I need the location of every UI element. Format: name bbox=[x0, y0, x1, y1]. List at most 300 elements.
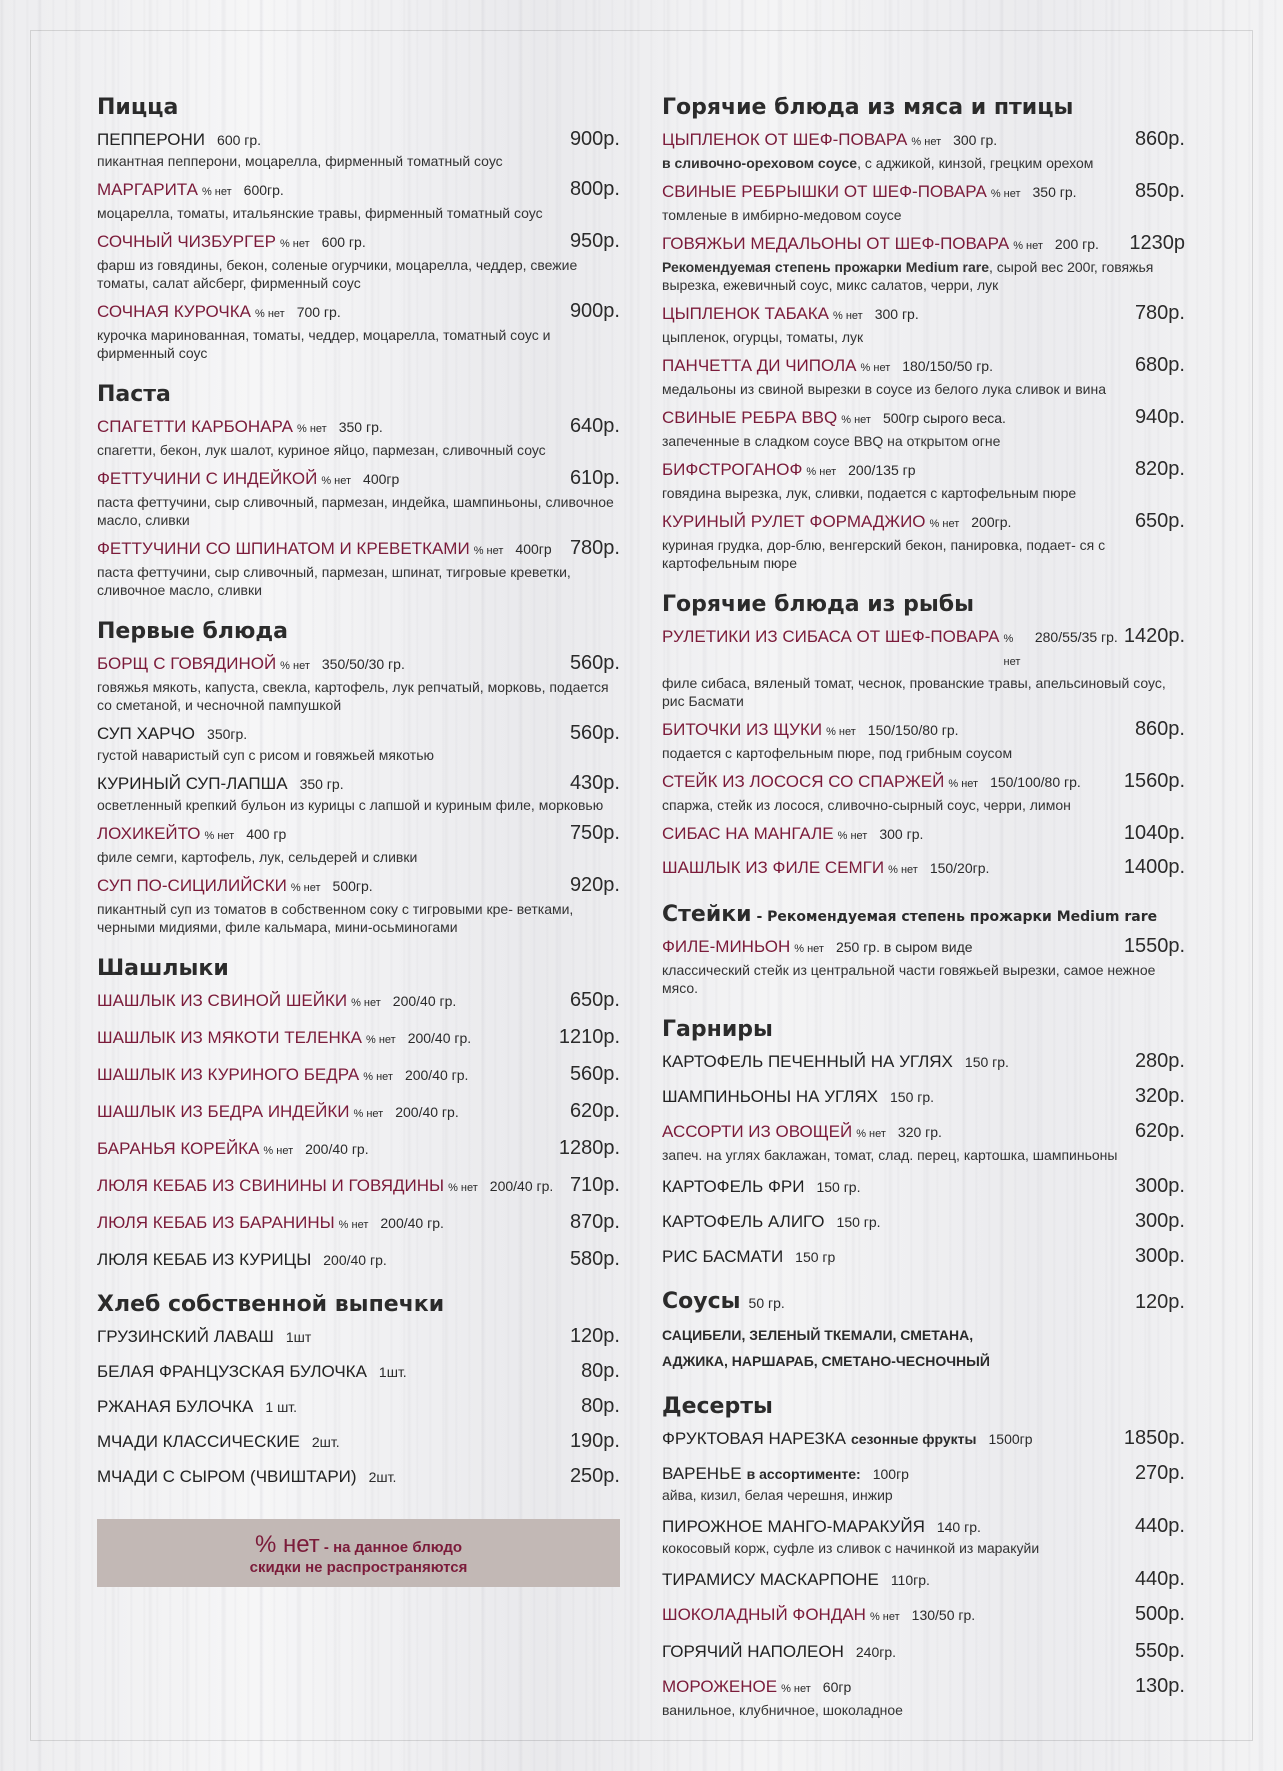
dish-weight: 2шт. bbox=[311, 1434, 340, 1450]
dish-weight: 300 гр. bbox=[874, 306, 919, 322]
dish-description bbox=[97, 746, 620, 764]
dish-name: ЦЫПЛЕНОК ТАБАКА bbox=[662, 304, 829, 323]
menu-item bbox=[662, 625, 1185, 710]
no-discount-badge: % нет bbox=[837, 830, 868, 842]
dish-name: АССОРТИ ИЗ ОВОЩЕЙ bbox=[662, 1122, 853, 1141]
sauce-list bbox=[662, 1322, 1185, 1374]
dish-name: СОЧНАЯ КУРОЧКА bbox=[97, 302, 251, 321]
section-title-text: Соусы bbox=[662, 1289, 741, 1314]
dish-name: МОРОЖЕНОЕ bbox=[662, 1677, 778, 1696]
menu-section bbox=[662, 1394, 1185, 1719]
dish-name: ШОКОЛАДНЫЙ ФОНДАН bbox=[662, 1605, 866, 1624]
menu-item-row bbox=[662, 822, 1185, 848]
dish-weight: 700 гр. bbox=[296, 304, 341, 320]
dish-weight: 200/40 гр. bbox=[404, 1067, 469, 1083]
section-title bbox=[97, 1292, 620, 1317]
menu-item-row bbox=[97, 652, 620, 678]
dish-weight: 320 гр. bbox=[897, 1124, 942, 1140]
dish-price: 1280р. bbox=[558, 1137, 620, 1159]
menu-item-row bbox=[662, 1427, 1185, 1451]
dish-name: СВИНЫЕ РЕБРА BBQ bbox=[662, 408, 838, 427]
section-title-text: Горячие блюда из мяса и птицы bbox=[662, 95, 1074, 120]
menu-section bbox=[662, 592, 1185, 882]
menu-item-row bbox=[662, 770, 1185, 796]
dish-weight: 200/40 гр. bbox=[392, 993, 457, 1009]
dish-weight: 150/150/80 гр. bbox=[867, 722, 959, 738]
dish-name: ШАШЛЫК ИЗ КУРИНОГО БЕДРА bbox=[97, 1065, 360, 1084]
dish-name: ГОВЯЖЬИ МЕДАЛЬОНЫ ОТ ШЕФ-ПОВАРА bbox=[662, 234, 1010, 253]
dish-name: БАРАНЬЯ КОРЕЙКА bbox=[97, 1139, 260, 1158]
dish-description-text: пикантная пепперони, моцарелла, фирменный томатный соус bbox=[97, 153, 503, 169]
menu-item-row bbox=[662, 718, 1185, 744]
dish-name: ШАШЛЫК ИЗ БЕДРА ИНДЕЙКИ bbox=[97, 1102, 350, 1121]
no-discount-badge: % нет bbox=[263, 1145, 294, 1157]
dish-weight: 150 гр. bbox=[890, 1089, 935, 1105]
section-price: 120р. bbox=[1134, 1291, 1185, 1313]
menu-item-row bbox=[662, 354, 1185, 380]
dish-description-text: томленые в имбирно-медовом соусе bbox=[662, 207, 902, 223]
menu-item-row bbox=[662, 1568, 1185, 1592]
menu-item bbox=[662, 718, 1185, 762]
menu-section bbox=[662, 95, 1185, 572]
dish-description bbox=[97, 326, 620, 362]
dish-price: 1420р. bbox=[1123, 625, 1185, 647]
menu-item bbox=[662, 302, 1185, 346]
menu-item-row bbox=[662, 232, 1185, 258]
menu-item-row bbox=[97, 1211, 620, 1237]
dish-description-text: фарш из говядины, бекон, соленые огурчики, моцарелла, чеддер, свежие томаты, салат айсберг, фирменный соус bbox=[97, 257, 578, 291]
no-discount-badge: % нет bbox=[351, 997, 381, 1009]
menu-item bbox=[97, 1325, 620, 1349]
note-badge: % нет bbox=[254, 1530, 320, 1558]
dish-description bbox=[97, 256, 620, 292]
menu-item bbox=[97, 1026, 620, 1052]
menu-item bbox=[662, 1603, 1185, 1629]
no-discount-badge: % нет bbox=[473, 545, 504, 557]
dish-subtitle: в ассортименте: bbox=[746, 1466, 861, 1482]
note-line-2: скидки не распространяются bbox=[249, 1558, 468, 1576]
dish-name: СОЧНЫЙ ЧИЗБУРГЕР bbox=[97, 232, 276, 251]
dish-description bbox=[97, 900, 620, 936]
dish-price: 610р. bbox=[569, 467, 620, 489]
dish-name: БИФСТРОГАНОФ bbox=[662, 460, 803, 479]
menu-item-row bbox=[97, 1395, 620, 1419]
menu-item-row bbox=[662, 1515, 1185, 1539]
menu-item bbox=[662, 770, 1185, 814]
section-title bbox=[97, 619, 620, 644]
dish-name: БИТОЧКИ ИЗ ЩУКИ bbox=[662, 720, 823, 739]
dish-description bbox=[662, 1146, 1185, 1164]
no-discount-badge: % нет bbox=[833, 310, 863, 322]
menu-item-row bbox=[662, 856, 1185, 882]
dish-weight: 300 гр. bbox=[953, 132, 998, 148]
dish-weight: 250 гр. в сыром виде bbox=[835, 939, 973, 955]
no-discount-badge: % нет bbox=[353, 1108, 384, 1120]
menu-section bbox=[662, 902, 1185, 997]
dish-name: КУРИНЫЙ СУП-ЛАПША bbox=[97, 774, 288, 793]
menu-item-row bbox=[662, 1462, 1185, 1486]
no-discount-badge: % нет bbox=[448, 1182, 478, 1194]
dish-price: 500р. bbox=[1134, 1603, 1185, 1625]
sauce-line: САЦИБЕЛИ, ЗЕЛЕНЫЙ ТКЕМАЛИ, СМЕТАНА, bbox=[662, 1327, 974, 1343]
dish-weight: 200/40 гр. bbox=[489, 1178, 554, 1194]
menu-item-row bbox=[662, 1675, 1185, 1701]
dish-description-text: филе сибаса, вяленый томат, чеснок, прованские травы, апельсиновый соус, рис Басмати bbox=[662, 675, 1166, 709]
menu-item-row bbox=[662, 406, 1185, 432]
no-discount-badge: % нет bbox=[806, 466, 837, 478]
right-column bbox=[662, 95, 1185, 1739]
menu-item bbox=[662, 1085, 1185, 1109]
no-discount-badge: % нет bbox=[321, 475, 352, 487]
no-discount-badge: % нет bbox=[204, 830, 235, 842]
dish-price: 920р. bbox=[569, 874, 620, 896]
sauce-line: АДЖИКА, НАРШАРАБ, СМЕТАНО-ЧЕСНОЧНЫЙ bbox=[662, 1353, 990, 1369]
dish-price: 650р. bbox=[1134, 510, 1185, 532]
dish-weight: 200/40 гр. bbox=[395, 1104, 459, 1120]
dish-price: 190р. bbox=[569, 1430, 620, 1452]
dish-description bbox=[662, 1539, 1185, 1557]
menu-item-row bbox=[97, 1325, 620, 1349]
dish-price: 130р. bbox=[1134, 1675, 1185, 1697]
no-discount-badge: % нет bbox=[794, 943, 824, 955]
dish-name: ГОРЯЧИЙ НАПОЛЕОН bbox=[662, 1642, 844, 1661]
section-title bbox=[662, 592, 1185, 617]
no-discount-badge: % нет bbox=[929, 518, 960, 530]
section-weight: 50 гр. bbox=[748, 1295, 785, 1311]
dish-description-text: кокосовый корж, суфле из сливок с начинкой из маракуйи bbox=[662, 1540, 1040, 1556]
no-discount-badge: % нет bbox=[860, 362, 891, 374]
section-title-text: Горячие блюда из рыбы bbox=[662, 592, 974, 617]
menu-item bbox=[662, 1462, 1185, 1504]
dish-description-text: паста феттучини, сыр сливочный, пармезан, индейка, шампиньоны, сливочное масло, сливки bbox=[97, 494, 614, 528]
dish-description-text: , сырой вес 200г, говяжья вырезка, ежевичный соус, микс салатов, черри, лук bbox=[662, 259, 1154, 293]
dish-name: МАРГАРИТА bbox=[97, 180, 198, 199]
menu-item-row bbox=[662, 1085, 1185, 1109]
dish-weight: 200 гр. bbox=[1054, 236, 1099, 252]
dish-name: ТИРАМИСУ МАСКАРПОНЕ bbox=[662, 1570, 879, 1589]
dish-description bbox=[662, 1486, 1185, 1504]
menu-item-row bbox=[97, 178, 620, 204]
menu-item bbox=[97, 1174, 620, 1200]
no-discount-badge: % нет bbox=[911, 136, 942, 148]
menu-item-row bbox=[97, 300, 620, 326]
dish-description-text: подается с картофельным пюре, под грибным соусом bbox=[662, 745, 1013, 761]
dish-description-text: спагетти, бекон, лук шалот, куриное яйцо, пармезан, сливочный соус bbox=[97, 442, 546, 458]
dish-weight: 200/135 гр bbox=[848, 462, 916, 478]
dish-price: 800р. bbox=[569, 178, 620, 200]
menu-item bbox=[662, 1210, 1185, 1234]
menu-item-row bbox=[662, 1120, 1185, 1146]
menu-item bbox=[662, 510, 1185, 572]
dish-description-bold: в сливочно-ореховом соусе bbox=[662, 155, 858, 171]
dish-name: ШАШЛЫК ИЗ СВИНОЙ ШЕЙКИ bbox=[97, 991, 348, 1010]
menu-item-row bbox=[662, 935, 1185, 961]
menu-item-row bbox=[97, 1137, 620, 1163]
dish-price: 620р. bbox=[569, 1100, 620, 1122]
menu-item bbox=[97, 1063, 620, 1089]
dish-price: 250р. bbox=[569, 1465, 620, 1487]
dish-weight: 150/100/80 гр. bbox=[990, 774, 1081, 790]
dish-price: 270р. bbox=[1134, 1462, 1185, 1484]
menu-item bbox=[97, 772, 620, 814]
dish-name: БОРЩ С ГОВЯДИНОЙ bbox=[97, 654, 277, 673]
dish-weight: 130/50 гр. bbox=[911, 1607, 976, 1623]
dish-description bbox=[662, 154, 1185, 172]
menu-item bbox=[662, 1120, 1185, 1164]
menu-item bbox=[662, 935, 1185, 997]
dish-description-text: говядина вырезка, лук, сливки, подается с картофельным пюре bbox=[662, 485, 1077, 501]
dish-description bbox=[97, 563, 620, 599]
no-discount-badge: % нет bbox=[279, 238, 310, 250]
dish-price: 120р. bbox=[569, 1325, 620, 1347]
no-discount-badge: % нет bbox=[990, 188, 1021, 200]
section-title-text: Шашлыки bbox=[97, 956, 229, 981]
dish-price: 1550р. bbox=[1123, 935, 1185, 957]
menu-item bbox=[662, 1640, 1185, 1664]
menu-section bbox=[97, 619, 620, 936]
dish-weight: 200/40 гр. bbox=[407, 1030, 472, 1046]
dish-name: ГРУЗИНСКИЙ ЛАВАШ bbox=[97, 1327, 274, 1346]
no-discount-badge: % нет bbox=[1003, 633, 1021, 668]
dish-weight: 200гр. bbox=[971, 514, 1012, 530]
section-title bbox=[662, 1017, 1185, 1042]
dish-weight: 180/150/50 гр. bbox=[902, 358, 993, 374]
dish-description-text: цыпленок, огурцы, томаты, лук bbox=[662, 329, 864, 345]
dish-name: ШАШЛЫК ИЗ ФИЛЕ СЕМГИ bbox=[662, 858, 885, 877]
dish-description bbox=[662, 744, 1185, 762]
dish-price: 80р. bbox=[581, 1395, 620, 1417]
no-discount-badge: % нет bbox=[254, 308, 285, 320]
menu-item-row bbox=[662, 1603, 1185, 1629]
dish-weight: 150 гр. bbox=[816, 1179, 861, 1195]
dish-description-text: филе семги, картофель, лук, сельдерей и сливки bbox=[97, 849, 418, 865]
dish-price: 300р. bbox=[1134, 1245, 1185, 1267]
menu-item-row bbox=[97, 230, 620, 256]
dish-description-text: ванильное, клубничное, шоколадное bbox=[662, 1702, 903, 1718]
menu-item bbox=[662, 856, 1185, 882]
dish-weight: 1шт bbox=[285, 1329, 312, 1345]
dish-name: СИБАС НА МАНГАЛЕ bbox=[662, 824, 834, 843]
dish-name: ЛЮЛЯ КЕБАБ ИЗ КУРИЦЫ bbox=[97, 1250, 312, 1269]
dish-weight: 350/50/30 гр. bbox=[321, 656, 405, 672]
note-line-1 bbox=[97, 1531, 620, 1559]
dish-price: 560р. bbox=[569, 1063, 620, 1085]
section-title-text: Десерты bbox=[662, 1394, 773, 1419]
menu-item-row bbox=[97, 1465, 620, 1489]
section-title-text: Хлеб собственной выпечки bbox=[97, 1292, 445, 1317]
menu-item-row bbox=[662, 180, 1185, 206]
dish-price: 750р. bbox=[569, 822, 620, 844]
dish-weight: 200/40 гр. bbox=[305, 1141, 369, 1157]
dish-price: 1230р bbox=[1129, 232, 1185, 254]
dish-price: 1850р. bbox=[1123, 1427, 1185, 1449]
section-title-text: Гарниры bbox=[662, 1017, 773, 1042]
dish-price: 1210р. bbox=[558, 1026, 620, 1048]
dish-description-text: классический стейк из центральной части говяжьей вырезки, самое нежное мясо. bbox=[662, 962, 1156, 996]
menu-item-row bbox=[662, 128, 1185, 154]
no-discount-badge: % нет bbox=[280, 660, 310, 672]
dish-description bbox=[97, 152, 620, 170]
menu-item bbox=[97, 415, 620, 459]
menu-item bbox=[97, 1137, 620, 1163]
dish-price: 680р. bbox=[1134, 354, 1185, 376]
section-title bbox=[662, 95, 1185, 120]
dish-weight: 240гр. bbox=[855, 1644, 897, 1660]
menu-item-row bbox=[662, 510, 1185, 536]
dish-weight: 1500гр bbox=[988, 1431, 1033, 1447]
menu-item-row bbox=[662, 458, 1185, 484]
dish-weight: 60гр bbox=[822, 1679, 852, 1695]
dish-price: 820р. bbox=[1134, 458, 1185, 480]
dish-price: 1040р. bbox=[1123, 822, 1185, 844]
dish-description-text: запеч. на углях баклажан, томат, слад. перец, картошка, шампиньоны bbox=[662, 1147, 1118, 1163]
section-title bbox=[662, 1289, 1185, 1314]
no-discount-badge: % нет bbox=[201, 186, 232, 198]
dish-name: ШАШЛЫК ИЗ МЯКОТИ ТЕЛЕНКА bbox=[97, 1028, 362, 1047]
dish-name: БЕЛАЯ ФРАНЦУЗСКАЯ БУЛОЧКА bbox=[97, 1362, 367, 1381]
menu-item bbox=[97, 128, 620, 170]
dish-name: СПАГЕТТИ КАРБОНАРА bbox=[97, 417, 294, 436]
dish-description-text: спаржа, стейк из лосося, сливочно-сырный соус, черри, лимон bbox=[662, 797, 1071, 813]
menu-item bbox=[97, 989, 620, 1015]
dish-name: КАРТОФЕЛЬ АЛИГО bbox=[662, 1212, 825, 1231]
dish-price: 560р. bbox=[569, 722, 620, 744]
dish-description bbox=[662, 961, 1185, 997]
no-discount-badge: % нет bbox=[1013, 240, 1043, 252]
dish-weight: 100гр bbox=[872, 1466, 909, 1482]
menu-item-row bbox=[97, 722, 620, 746]
dish-name: ЛЮЛЯ КЕБАБ ИЗ БАРАНИНЫ bbox=[97, 1213, 335, 1232]
menu-item bbox=[97, 1395, 620, 1419]
dish-price: 320р. bbox=[1134, 1085, 1185, 1107]
no-discount-badge: % нет bbox=[869, 1611, 900, 1623]
no-discount-badge: % нет bbox=[826, 726, 856, 738]
dish-price: 430р. bbox=[569, 772, 620, 794]
menu-item-row bbox=[97, 989, 620, 1015]
dish-weight: 400гр bbox=[515, 541, 552, 557]
dish-description bbox=[97, 493, 620, 529]
dish-description-text: густой наваристый суп с рисом и говяжьей мякотью bbox=[97, 747, 434, 763]
note-text: - на данное блюдо bbox=[319, 1538, 463, 1556]
dish-name: КАРТОФЕЛЬ ФРИ bbox=[662, 1177, 805, 1196]
no-discount-badge: % нет bbox=[365, 1034, 396, 1046]
dish-price: 900р. bbox=[569, 128, 620, 150]
menu-item bbox=[97, 652, 620, 714]
dish-description bbox=[662, 674, 1185, 710]
dish-name: СУП ХАРЧО bbox=[97, 724, 196, 743]
dish-price: 640р. bbox=[569, 415, 620, 437]
menu-item-row bbox=[97, 772, 620, 796]
no-discount-badge: % нет bbox=[888, 864, 918, 876]
no-discount-badge: % нет bbox=[290, 882, 321, 894]
dish-weight: 600 гр. bbox=[321, 234, 366, 250]
dish-weight: 300 гр. bbox=[879, 826, 924, 842]
menu-item bbox=[97, 722, 620, 764]
menu-item bbox=[97, 230, 620, 292]
dish-weight: 350 гр. bbox=[1032, 184, 1077, 200]
dish-price: 710р. bbox=[569, 1174, 620, 1196]
dish-weight: 600 гр. bbox=[217, 132, 262, 148]
menu-item-row bbox=[97, 1026, 620, 1052]
menu-item bbox=[97, 467, 620, 529]
dish-description-text: пикантный суп из томатов в собственном соку с тигровыми кре- ветками, черными мидиями, филе кальмара, мини-осьминогами bbox=[97, 901, 574, 935]
dish-description-text: , с аджикой, кинзой, грецким орехом bbox=[857, 155, 1094, 171]
menu-item bbox=[662, 232, 1185, 294]
menu-item bbox=[662, 128, 1185, 172]
dish-description bbox=[97, 204, 620, 222]
dish-price: 1560р. bbox=[1123, 770, 1185, 792]
dish-weight: 400гр bbox=[363, 471, 400, 487]
dish-name: ФЕТТУЧИНИ С ИНДЕЙКОЙ bbox=[97, 469, 318, 488]
dish-weight: 350гр. bbox=[207, 726, 248, 742]
dish-price: 780р. bbox=[569, 537, 620, 559]
section-subtitle: - Рекомендуемая степень прожарки Medium rare bbox=[751, 909, 1158, 925]
dish-description bbox=[662, 796, 1185, 814]
menu-item bbox=[97, 537, 620, 599]
dish-weight: 500гр. bbox=[332, 878, 373, 894]
dish-price: 580р. bbox=[569, 1248, 620, 1270]
dish-description-bold: Рекомендуемая степень прожарки Medium rare bbox=[662, 259, 990, 275]
menu-section bbox=[97, 956, 620, 1272]
no-discount-badge: % нет bbox=[363, 1071, 393, 1083]
dish-price: 1400р. bbox=[1123, 856, 1185, 878]
menu-section bbox=[97, 1292, 620, 1489]
dish-price: 870р. bbox=[569, 1211, 620, 1233]
dish-name: РЖАНАЯ БУЛОЧКА bbox=[97, 1397, 254, 1416]
menu-item bbox=[662, 354, 1185, 398]
dish-description bbox=[662, 206, 1185, 224]
menu-item bbox=[662, 1427, 1185, 1451]
dish-weight: 600гр. bbox=[243, 182, 284, 198]
menu-item-row bbox=[662, 302, 1185, 328]
dish-description-text: запеченные в сладком соусе BBQ на открытом огне bbox=[662, 433, 1001, 449]
dish-price: 560р. bbox=[569, 652, 620, 674]
dish-name: ПАНЧЕТТА ДИ ЧИПОЛА bbox=[662, 356, 857, 375]
dish-name: РИС БАСМАТИ bbox=[662, 1247, 784, 1266]
dish-weight: 2шт. bbox=[368, 1469, 397, 1485]
menu-item-row bbox=[97, 1063, 620, 1089]
dish-description bbox=[97, 441, 620, 459]
dish-weight: 350 гр. bbox=[299, 776, 344, 792]
dish-weight: 1шт. bbox=[378, 1364, 407, 1380]
dish-name: ФРУКТОВАЯ НАРЕЗКА bbox=[662, 1429, 846, 1448]
menu-item-row bbox=[662, 1640, 1185, 1664]
menu-item-row bbox=[97, 467, 620, 493]
menu-item bbox=[662, 458, 1185, 502]
menu-item-row bbox=[97, 415, 620, 441]
menu-section bbox=[662, 1017, 1185, 1269]
dish-price: 940р. bbox=[1134, 406, 1185, 428]
dish-description-text: моцарелла, томаты, итальянские травы, фирменный томатный соус bbox=[97, 205, 543, 221]
menu-item-row bbox=[97, 822, 620, 848]
dish-weight: 150 гр. bbox=[964, 1054, 1009, 1070]
dish-description-text: курочка маринованная, томаты, чеддер, моцарелла, томатный соус и фирменный соус bbox=[97, 327, 551, 361]
menu-item bbox=[97, 1360, 620, 1384]
dish-name: ЦЫПЛЕНОК ОТ ШЕФ-ПОВАРА bbox=[662, 130, 908, 149]
dish-weight: 400 гр bbox=[246, 826, 287, 842]
dish-name: ЛЮЛЯ КЕБАБ ИЗ СВИНИНЫ И ГОВЯДИНЫ bbox=[97, 1176, 445, 1195]
dish-description bbox=[662, 328, 1185, 346]
menu-item-row bbox=[97, 128, 620, 152]
menu-item bbox=[97, 178, 620, 222]
dish-description-text: куриная грудка, дор-блю, венгерский бекон, панировка, подает- ся с картофельным пюре bbox=[662, 537, 1106, 571]
dish-weight: 150/20гр. bbox=[929, 860, 990, 876]
dish-name: ПЕППЕРОНИ bbox=[97, 130, 206, 149]
menu-item-row bbox=[97, 537, 620, 563]
dish-subtitle: сезонные фрукты bbox=[850, 1431, 977, 1447]
dish-description bbox=[662, 258, 1185, 294]
dish-price: 780р. bbox=[1134, 302, 1185, 324]
